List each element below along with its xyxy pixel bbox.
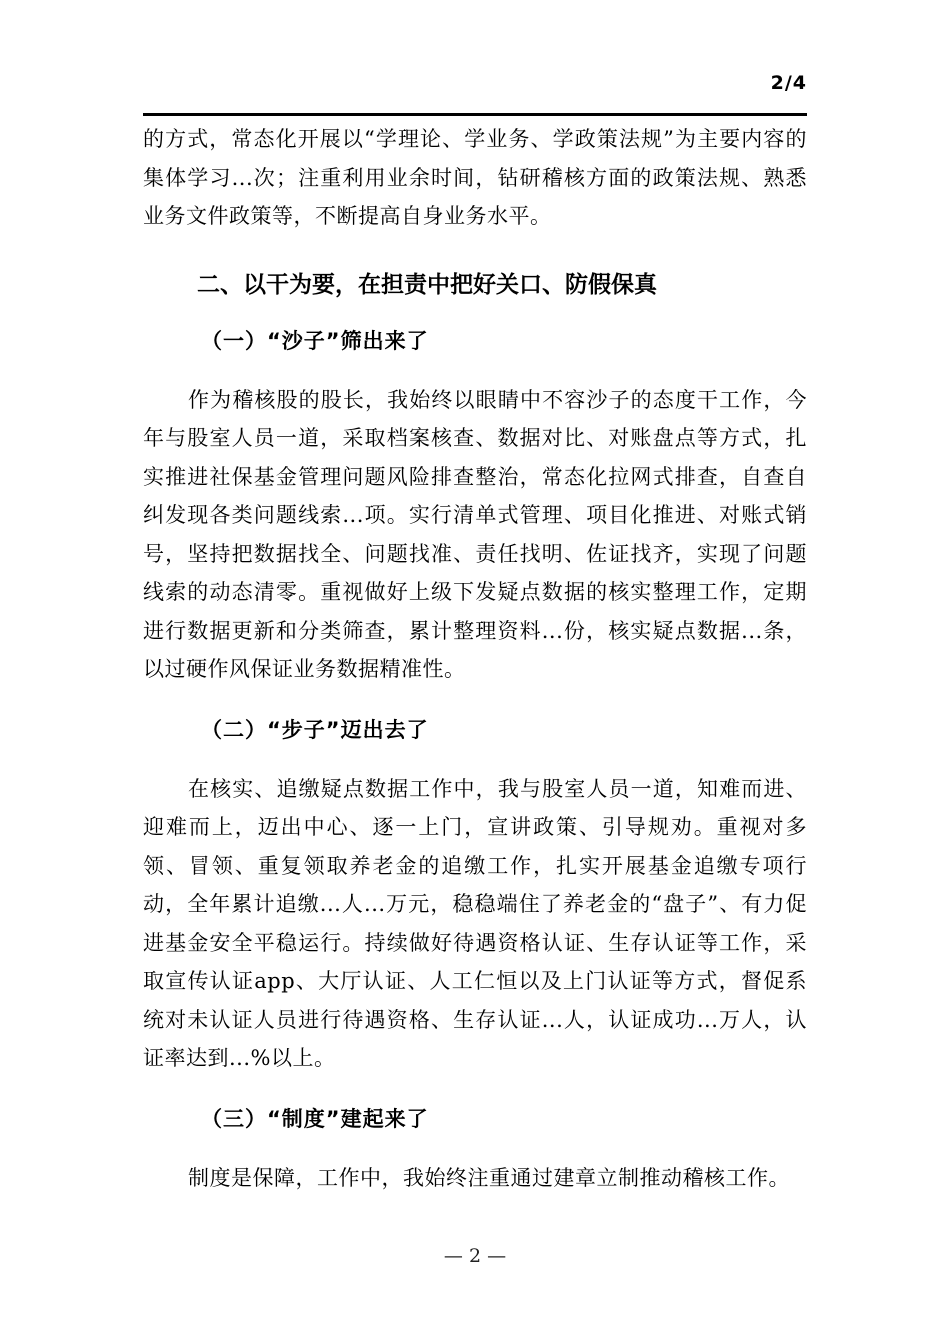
document-body [143,120,807,1197]
subsection-paragraph-2: 在核实、追缴疑点数据工作中，我与股室人员一道，知难而进、迎难而上，迈出中心、逐一上门，宣讲政策、引导规劝。重视对多领、冒领、重复领取养老金的追缴工作，扎实开展基金追缴专项行动，全年累计追缴...人...万元，稳稳端住了养老金的“盘子”、有力促进基金安全平稳运行。持续做好待遇资格认证、生存认证等工作，采取宣传认证app、大厅认证、人工仁恒以及上门认证等方式，督促系统对未认证人员进行待遇资格、生存认证...人，认证成功...万人，认证率达到...%以上。 [143,776,807,1070]
subsection-paragraph-1: 作为稽核股的股长，我始终以眼睛中不容沙子的态度干工作，今年与股室人员一道，采取档案核查、数据对比、对账盘点等方式，扎实推进社保基金管理问题风险排查整治，常态化拉网式排查，自查自纠发现各类问题线索...项。实行清单式管理、项目化推进、对账式销号，坚持把数据找全、问题找准、责任找明、佐证找齐，实现了问题线索的动态清零。重视做好上级下发疑点数据的核实整理工作，定期进行数据更新和分类筛查，累计整理资料...份，核实疑点数据...条，以过硬作风保证业务数据精准性。 [143,387,807,681]
subsection-heading-3: （三）“制度”建起来了 [201,1106,429,1131]
intro-paragraph: 的方式，常态化开展以“学理论、学业务、学政策法规”为主要内容的集体学习...次；注重利用业余时间，钻研稽核方面的政策法规、熟悉业务文件政策等，不断提高自身业务水平。 [143,127,807,228]
subsection-heading-1: （一）“沙子”筛出来了 [201,328,429,353]
subsection-heading-2: （二）“步子”迈出去了 [201,717,429,742]
page-counter: 2/4 [770,72,807,94]
footer-page-number: — 2 — [443,1245,507,1267]
subsection-paragraph-3: 制度是保障，工作中，我始终注重通过建章立制推动稽核工作。 [188,1165,790,1190]
section-heading: 二、以干为要，在担责中把好关口、防假保真 [197,271,657,298]
header-divider [143,113,807,116]
